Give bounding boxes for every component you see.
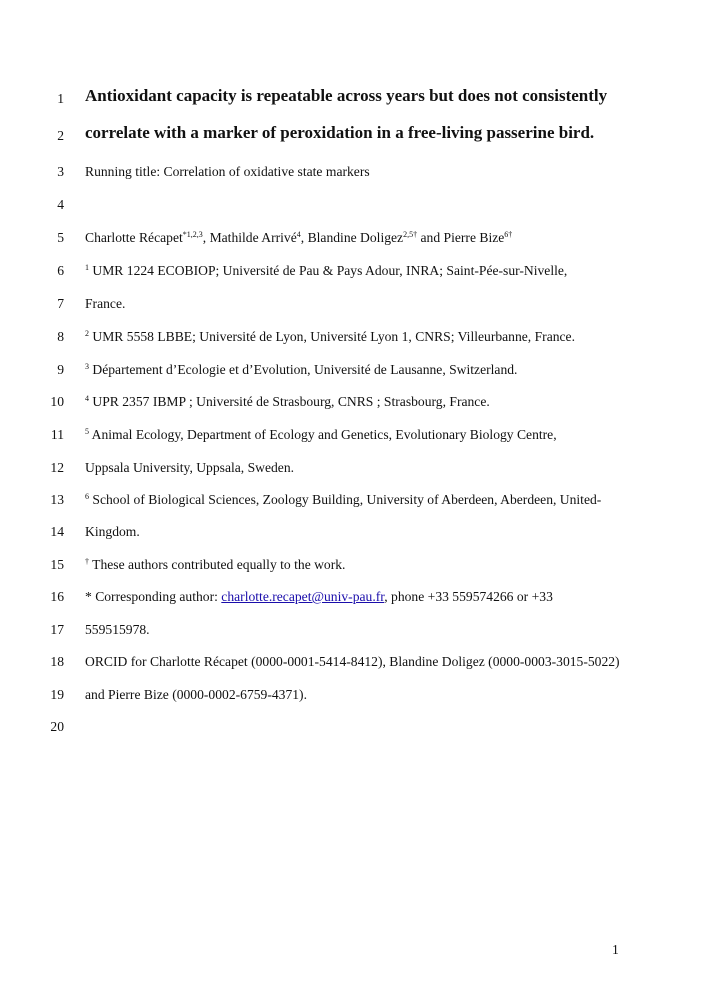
author-name: , Blandine Doligez <box>300 230 404 245</box>
dagger-marker: † <box>85 557 89 566</box>
line-number: 9 <box>57 362 64 377</box>
author-name: Charlotte Récapet <box>85 230 183 245</box>
author-affiliation-marker: 2,5† <box>403 230 418 239</box>
line-number: 6 <box>57 263 64 278</box>
author-affiliation-marker: 6† <box>504 230 513 239</box>
line-number: 4 <box>57 197 64 212</box>
affiliation-marker: 5 <box>85 427 89 436</box>
affiliation-3 <box>85 360 517 380</box>
line-7 <box>0 294 707 318</box>
affiliation-5-continued: Uppsala University, Uppsala, Sweden. <box>85 460 295 475</box>
affiliation-marker: 4 <box>85 394 89 403</box>
line-number: 17 <box>50 622 64 637</box>
affiliation-marker: 6 <box>85 492 89 501</box>
line-number: 14 <box>50 524 64 539</box>
affiliation-text: School of Biological Sciences, Zoology Building, University of Aberdeen, Aberdeen, United- <box>89 492 602 507</box>
line-15 <box>0 555 707 579</box>
paper-title-line-1: Antioxidant capacity is repeatable across years but does not consistently <box>85 86 608 105</box>
line-number: 18 <box>50 654 64 669</box>
line-number: 5 <box>57 230 64 245</box>
affiliation-6 <box>85 490 601 510</box>
line-number: 8 <box>57 329 64 344</box>
line-number: 3 <box>57 164 64 179</box>
line-number: 1 <box>57 91 64 106</box>
line-number: 7 <box>57 296 64 311</box>
line-1 <box>0 88 707 112</box>
line-number: 15 <box>50 557 64 572</box>
affiliation-marker: 3 <box>85 362 89 371</box>
corresponding-email-link[interactable]: charlotte.recapet@univ-pau.fr <box>221 589 385 604</box>
corresponding-author <box>85 587 553 607</box>
affiliation-6-continued: Kingdom. <box>85 524 140 539</box>
line-6 <box>0 261 707 285</box>
line-11 <box>0 425 707 449</box>
affiliation-marker: 1 <box>85 263 89 272</box>
line-19 <box>0 685 707 709</box>
author-affiliation-marker: 4 <box>296 230 301 239</box>
affiliation-4 <box>85 392 490 412</box>
line-number: 10 <box>50 394 64 409</box>
line-4 <box>0 195 707 219</box>
corresponding-phone-continued: 559515978. <box>85 622 150 637</box>
line-5 <box>0 228 707 252</box>
paper-title-line-2: correlate with a marker of peroxidation in a free-living passerine bird. <box>85 123 595 142</box>
affiliation-1-continued: France. <box>85 296 126 311</box>
running-title: Running title: Correlation of oxidative state markers <box>85 164 370 179</box>
author-affiliation-marker: *1,2,3 <box>182 230 203 239</box>
line-10 <box>0 392 707 416</box>
orcid-line-2: and Pierre Bize (0000-0002-6759-4371). <box>85 687 307 702</box>
affiliation-1 <box>85 261 567 281</box>
line-8 <box>0 327 707 351</box>
line-number: 2 <box>57 128 64 143</box>
line-number: 11 <box>50 427 64 442</box>
line-number: 12 <box>50 460 64 475</box>
equal-contribution-note <box>85 555 345 575</box>
equal-contribution-text: These authors contributed equally to the work. <box>89 557 346 572</box>
corresponding-phone: , phone +33 559574266 or +33 <box>384 589 553 604</box>
line-9 <box>0 360 707 384</box>
affiliation-text: UMR 5558 LBBE; Université de Lyon, Université Lyon 1, CNRS; Villeurbanne, France. <box>89 329 575 344</box>
corresponding-prefix: * Corresponding author: <box>85 589 222 604</box>
line-16 <box>0 587 707 611</box>
line-20 <box>0 717 707 741</box>
affiliation-text: UPR 2357 IBMP ; Université de Strasbourg, CNRS ; Strasbourg, France. <box>89 394 490 409</box>
affiliation-5 <box>85 425 557 445</box>
line-12 <box>0 458 707 482</box>
author-name: , Mathilde Arrivé <box>202 230 297 245</box>
line-3 <box>0 162 707 186</box>
line-number: 16 <box>50 589 64 604</box>
line-14 <box>0 522 707 546</box>
line-2 <box>0 125 707 149</box>
line-number: 13 <box>50 492 64 507</box>
affiliation-text: Animal Ecology, Department of Ecology and Genetics, Evolutionary Biology Centre, <box>89 427 557 442</box>
author-list <box>85 228 512 248</box>
affiliation-text: UMR 1224 ECOBIOP; Université de Pau & Pays Adour, INRA; Saint-Pée-sur-Nivelle, <box>89 263 568 278</box>
line-number: 20 <box>50 719 64 734</box>
orcid-line-1: ORCID for Charlotte Récapet (0000-0001-5414-8412), Blandine Doligez (0000-0003-3015-5022) <box>85 654 620 669</box>
page-number: 1 <box>612 942 619 957</box>
line-13 <box>0 490 707 514</box>
line-17 <box>0 620 707 644</box>
affiliation-2 <box>85 327 575 347</box>
affiliation-marker: 2 <box>85 329 89 338</box>
line-number: 19 <box>50 687 64 702</box>
line-18 <box>0 652 707 676</box>
author-name: and Pierre Bize <box>417 230 505 245</box>
affiliation-text: Département d’Ecologie et d’Evolution, Université de Lausanne, Switzerland. <box>89 362 518 377</box>
